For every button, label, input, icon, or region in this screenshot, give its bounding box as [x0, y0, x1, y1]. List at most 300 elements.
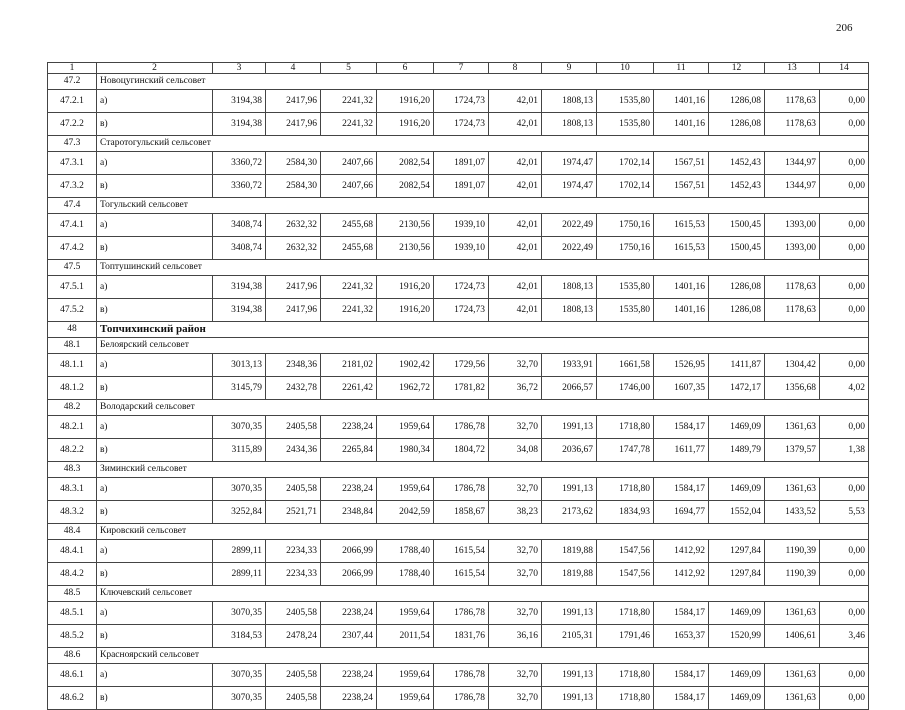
value-cell: 42,01 [489, 175, 542, 198]
value-cell: 2521,71 [266, 501, 321, 524]
row-label: Володарский сельсовет [97, 400, 869, 416]
value-cell: 2241,32 [321, 90, 377, 113]
row-code: 48.2.2 [48, 439, 97, 462]
value-cell: 2105,31 [542, 625, 597, 648]
row-label: в) [97, 175, 213, 198]
value-cell: 1584,17 [654, 687, 709, 710]
value-cell: 2405,58 [266, 602, 321, 625]
value-cell: 1379,57 [765, 439, 820, 462]
value-cell: 1500,45 [709, 214, 765, 237]
value-cell: 1611,77 [654, 439, 709, 462]
value-cell: 2234,33 [266, 563, 321, 586]
row-code: 48.3 [48, 462, 97, 478]
value-cell: 1718,80 [597, 478, 654, 501]
row-code: 48.4.1 [48, 540, 97, 563]
row-label: а) [97, 354, 213, 377]
value-cell: 3194,38 [213, 90, 266, 113]
row-label: в) [97, 687, 213, 710]
value-cell: 2584,30 [266, 175, 321, 198]
row-code: 48.4.2 [48, 563, 97, 586]
row-code: 48.1 [48, 338, 97, 354]
value-cell: 2181,02 [321, 354, 377, 377]
value-cell: 1661,58 [597, 354, 654, 377]
row-label: Зиминский сельсовет [97, 462, 869, 478]
value-cell: 1344,97 [765, 175, 820, 198]
value-cell: 1939,10 [434, 214, 489, 237]
value-cell: 2417,96 [266, 276, 321, 299]
value-cell: 3184,53 [213, 625, 266, 648]
value-cell: 3360,72 [213, 152, 266, 175]
value-cell: 1991,13 [542, 478, 597, 501]
row-label: а) [97, 214, 213, 237]
value-cell: 1959,64 [377, 602, 434, 625]
value-cell: 1718,80 [597, 416, 654, 439]
row-code: 48.5.2 [48, 625, 97, 648]
value-cell: 2238,24 [321, 478, 377, 501]
value-cell: 2405,58 [266, 664, 321, 687]
value-cell: 3070,35 [213, 664, 266, 687]
row-code: 48.6 [48, 648, 97, 664]
value-cell: 0,00 [820, 90, 869, 113]
value-cell: 0,00 [820, 664, 869, 687]
value-cell: 1991,13 [542, 602, 597, 625]
value-cell: 1469,09 [709, 416, 765, 439]
column-number-cell: 11 [654, 63, 709, 74]
value-cell: 1469,09 [709, 602, 765, 625]
row-code: 48.2 [48, 400, 97, 416]
value-cell: 1361,63 [765, 687, 820, 710]
value-cell: 0,00 [820, 354, 869, 377]
row-code: 47.2.2 [48, 113, 97, 136]
value-cell: 2307,44 [321, 625, 377, 648]
row-code: 47.5 [48, 260, 97, 276]
table-row [48, 416, 869, 439]
value-cell: 1535,80 [597, 276, 654, 299]
value-cell: 1959,64 [377, 416, 434, 439]
value-cell: 2478,24 [266, 625, 321, 648]
section-row [48, 198, 869, 214]
value-cell: 3408,74 [213, 237, 266, 260]
row-label: Тогульский сельсовет [97, 198, 869, 214]
value-cell: 1902,42 [377, 354, 434, 377]
row-label: Старотогульский сельсовет [97, 136, 869, 152]
value-cell: 2234,33 [266, 540, 321, 563]
value-cell: 1974,47 [542, 152, 597, 175]
value-cell: 1344,97 [765, 152, 820, 175]
value-cell: 1412,92 [654, 563, 709, 586]
value-cell: 1959,64 [377, 478, 434, 501]
value-cell: 1361,63 [765, 416, 820, 439]
value-cell: 1452,43 [709, 175, 765, 198]
value-cell: 1547,56 [597, 563, 654, 586]
value-cell: 1520,99 [709, 625, 765, 648]
row-code: 48.1.1 [48, 354, 97, 377]
value-cell: 1472,17 [709, 377, 765, 400]
value-cell: 2432,78 [266, 377, 321, 400]
value-cell: 1750,16 [597, 237, 654, 260]
value-cell: 1788,40 [377, 563, 434, 586]
value-cell: 1535,80 [597, 299, 654, 322]
value-cell: 1718,80 [597, 602, 654, 625]
row-code: 48 [48, 322, 97, 338]
value-cell: 42,01 [489, 113, 542, 136]
value-cell: 32,70 [489, 540, 542, 563]
value-cell: 2238,24 [321, 687, 377, 710]
value-cell: 0,00 [820, 276, 869, 299]
value-cell: 32,70 [489, 664, 542, 687]
value-cell: 2455,68 [321, 214, 377, 237]
value-cell: 2082,54 [377, 152, 434, 175]
value-cell: 2405,58 [266, 478, 321, 501]
row-label: в) [97, 563, 213, 586]
value-cell: 2407,66 [321, 175, 377, 198]
row-code: 47.3.2 [48, 175, 97, 198]
value-cell: 1547,56 [597, 540, 654, 563]
value-cell: 1401,16 [654, 299, 709, 322]
row-label: а) [97, 152, 213, 175]
value-cell: 32,70 [489, 602, 542, 625]
section-row [48, 524, 869, 540]
value-cell: 1791,46 [597, 625, 654, 648]
value-cell: 2238,24 [321, 664, 377, 687]
value-cell: 0,00 [820, 152, 869, 175]
value-cell: 1724,73 [434, 113, 489, 136]
table-row [48, 687, 869, 710]
row-label: в) [97, 113, 213, 136]
value-cell: 1808,13 [542, 299, 597, 322]
value-cell: 1615,53 [654, 237, 709, 260]
value-cell: 1304,42 [765, 354, 820, 377]
value-cell: 0,00 [820, 602, 869, 625]
value-cell: 1747,78 [597, 439, 654, 462]
value-cell: 1718,80 [597, 664, 654, 687]
value-cell: 32,70 [489, 563, 542, 586]
row-label: Белоярский сельсовет [97, 338, 869, 354]
value-cell: 1297,84 [709, 540, 765, 563]
value-cell: 1393,00 [765, 237, 820, 260]
value-cell: 32,70 [489, 354, 542, 377]
value-cell: 2066,57 [542, 377, 597, 400]
value-cell: 2417,96 [266, 90, 321, 113]
value-cell: 1750,16 [597, 214, 654, 237]
value-cell: 1552,04 [709, 501, 765, 524]
row-code: 47.4 [48, 198, 97, 214]
value-cell: 1190,39 [765, 540, 820, 563]
table-row [48, 439, 869, 462]
row-label: а) [97, 276, 213, 299]
value-cell: 1653,37 [654, 625, 709, 648]
value-cell: 1959,64 [377, 687, 434, 710]
column-number-cell: 12 [709, 63, 765, 74]
value-cell: 1959,64 [377, 664, 434, 687]
value-cell: 3070,35 [213, 416, 266, 439]
value-cell: 4,02 [820, 377, 869, 400]
value-cell: 1286,08 [709, 299, 765, 322]
value-cell: 1178,63 [765, 113, 820, 136]
value-cell: 2238,24 [321, 602, 377, 625]
value-cell: 2066,99 [321, 540, 377, 563]
table-row [48, 478, 869, 501]
value-cell: 1916,20 [377, 299, 434, 322]
value-cell: 38,23 [489, 501, 542, 524]
value-cell: 1361,63 [765, 664, 820, 687]
table-row [48, 602, 869, 625]
value-cell: 1401,16 [654, 113, 709, 136]
value-cell: 0,00 [820, 237, 869, 260]
value-cell: 1991,13 [542, 416, 597, 439]
column-number-cell: 6 [377, 63, 434, 74]
value-cell: 34,08 [489, 439, 542, 462]
column-number-cell: 5 [321, 63, 377, 74]
value-cell: 3,46 [820, 625, 869, 648]
value-cell: 1786,78 [434, 687, 489, 710]
table-row [48, 237, 869, 260]
value-cell: 2455,68 [321, 237, 377, 260]
row-label: а) [97, 540, 213, 563]
value-cell: 1411,87 [709, 354, 765, 377]
value-cell: 2899,11 [213, 540, 266, 563]
value-cell: 1916,20 [377, 276, 434, 299]
table-body [48, 63, 869, 710]
value-cell: 1584,17 [654, 602, 709, 625]
column-number-cell: 7 [434, 63, 489, 74]
value-cell: 2265,84 [321, 439, 377, 462]
value-cell: 2407,66 [321, 152, 377, 175]
value-cell: 2899,11 [213, 563, 266, 586]
value-cell: 42,01 [489, 299, 542, 322]
row-label: Кировский сельсовет [97, 524, 869, 540]
value-cell: 2417,96 [266, 299, 321, 322]
value-cell: 2417,96 [266, 113, 321, 136]
row-label: Ключевский сельсовет [97, 586, 869, 602]
row-code: 48.3.1 [48, 478, 97, 501]
value-cell: 1297,84 [709, 563, 765, 586]
row-code: 48.1.2 [48, 377, 97, 400]
row-code: 47.3.1 [48, 152, 97, 175]
value-cell: 0,00 [820, 687, 869, 710]
value-cell: 3070,35 [213, 687, 266, 710]
value-cell: 1788,40 [377, 540, 434, 563]
value-cell: 2584,30 [266, 152, 321, 175]
value-cell: 1808,13 [542, 113, 597, 136]
table-row [48, 354, 869, 377]
row-label: а) [97, 416, 213, 439]
value-cell: 1361,63 [765, 602, 820, 625]
value-cell: 2632,32 [266, 214, 321, 237]
value-cell: 1489,79 [709, 439, 765, 462]
row-label: а) [97, 664, 213, 687]
value-cell: 36,16 [489, 625, 542, 648]
table-row [48, 540, 869, 563]
value-cell: 1933,91 [542, 354, 597, 377]
value-cell: 1190,39 [765, 563, 820, 586]
value-cell: 1916,20 [377, 113, 434, 136]
value-cell: 2022,49 [542, 214, 597, 237]
value-cell: 2036,67 [542, 439, 597, 462]
value-cell: 1535,80 [597, 90, 654, 113]
column-number-row [48, 63, 869, 74]
value-cell: 1786,78 [434, 478, 489, 501]
row-label: а) [97, 478, 213, 501]
table-row [48, 299, 869, 322]
value-cell: 3013,13 [213, 354, 266, 377]
table-row [48, 113, 869, 136]
value-cell: 3194,38 [213, 276, 266, 299]
value-cell: 1804,72 [434, 439, 489, 462]
value-cell: 42,01 [489, 90, 542, 113]
value-cell: 1469,09 [709, 478, 765, 501]
value-cell: 1286,08 [709, 113, 765, 136]
value-cell: 1584,17 [654, 478, 709, 501]
value-cell: 1991,13 [542, 687, 597, 710]
value-cell: 1526,95 [654, 354, 709, 377]
row-code: 47.5.2 [48, 299, 97, 322]
value-cell: 2348,36 [266, 354, 321, 377]
table-row [48, 152, 869, 175]
value-cell: 3252,84 [213, 501, 266, 524]
value-cell: 1808,13 [542, 276, 597, 299]
value-cell: 2241,32 [321, 276, 377, 299]
section-row [48, 74, 869, 90]
value-cell: 1361,63 [765, 478, 820, 501]
section-row [48, 136, 869, 152]
row-label: Топтушинский сельсовет [97, 260, 869, 276]
value-cell: 36,72 [489, 377, 542, 400]
value-cell: 2130,56 [377, 237, 434, 260]
table-row [48, 214, 869, 237]
value-cell: 3194,38 [213, 113, 266, 136]
value-cell: 3115,89 [213, 439, 266, 462]
value-cell: 1406,61 [765, 625, 820, 648]
row-code: 48.5.1 [48, 602, 97, 625]
table-row [48, 625, 869, 648]
value-cell: 0,00 [820, 416, 869, 439]
row-label: в) [97, 377, 213, 400]
table-row [48, 276, 869, 299]
value-cell: 42,01 [489, 152, 542, 175]
value-cell: 3408,74 [213, 214, 266, 237]
row-code: 48.3.2 [48, 501, 97, 524]
row-code: 48.6.2 [48, 687, 97, 710]
column-number-cell: 3 [213, 63, 266, 74]
value-cell: 1178,63 [765, 276, 820, 299]
section-row [48, 462, 869, 478]
page-number: 206 [836, 22, 853, 34]
value-cell: 42,01 [489, 276, 542, 299]
value-cell: 0,00 [820, 113, 869, 136]
section-row [48, 260, 869, 276]
value-cell: 1401,16 [654, 276, 709, 299]
value-cell: 2261,42 [321, 377, 377, 400]
row-label: Топчихинский район [97, 322, 869, 338]
value-cell: 0,00 [820, 175, 869, 198]
value-cell: 2022,49 [542, 237, 597, 260]
value-cell: 1452,43 [709, 152, 765, 175]
value-cell: 1991,13 [542, 664, 597, 687]
value-cell: 1729,56 [434, 354, 489, 377]
row-label: в) [97, 237, 213, 260]
value-cell: 1980,34 [377, 439, 434, 462]
section-row [48, 586, 869, 602]
value-cell: 1356,68 [765, 377, 820, 400]
value-cell: 3194,38 [213, 299, 266, 322]
value-cell: 1718,80 [597, 687, 654, 710]
row-code: 48.6.1 [48, 664, 97, 687]
value-cell: 2082,54 [377, 175, 434, 198]
table-row [48, 563, 869, 586]
value-cell: 1834,93 [597, 501, 654, 524]
value-cell: 2405,58 [266, 687, 321, 710]
row-code: 47.4.2 [48, 237, 97, 260]
table-row [48, 377, 869, 400]
value-cell: 0,00 [820, 540, 869, 563]
column-number-cell: 8 [489, 63, 542, 74]
value-cell: 1469,09 [709, 664, 765, 687]
row-label: в) [97, 501, 213, 524]
row-code: 47.4.1 [48, 214, 97, 237]
value-cell: 1962,72 [377, 377, 434, 400]
value-cell: 1615,54 [434, 563, 489, 586]
value-cell: 1974,47 [542, 175, 597, 198]
value-cell: 1819,88 [542, 540, 597, 563]
table-row [48, 90, 869, 113]
section-row [48, 338, 869, 354]
row-code: 48.2.1 [48, 416, 97, 439]
value-cell: 1891,07 [434, 152, 489, 175]
table-row [48, 664, 869, 687]
value-cell: 2434,36 [266, 439, 321, 462]
value-cell: 1694,77 [654, 501, 709, 524]
value-cell: 1584,17 [654, 416, 709, 439]
value-cell: 1178,63 [765, 299, 820, 322]
value-cell: 1607,35 [654, 377, 709, 400]
column-number-cell: 13 [765, 63, 820, 74]
column-number-cell: 1 [48, 63, 97, 74]
value-cell: 2011,54 [377, 625, 434, 648]
value-cell: 1567,51 [654, 152, 709, 175]
value-cell: 42,01 [489, 214, 542, 237]
value-cell: 2130,56 [377, 214, 434, 237]
row-code: 47.3 [48, 136, 97, 152]
row-label: в) [97, 299, 213, 322]
value-cell: 1702,14 [597, 152, 654, 175]
value-cell: 1858,67 [434, 501, 489, 524]
value-cell: 32,70 [489, 687, 542, 710]
value-cell: 2238,24 [321, 416, 377, 439]
value-cell: 2405,58 [266, 416, 321, 439]
value-cell: 1746,00 [597, 377, 654, 400]
value-cell: 1500,45 [709, 237, 765, 260]
value-cell: 2066,99 [321, 563, 377, 586]
value-cell: 5,53 [820, 501, 869, 524]
value-cell: 1412,92 [654, 540, 709, 563]
table-row [48, 501, 869, 524]
row-label: в) [97, 439, 213, 462]
value-cell: 0,00 [820, 299, 869, 322]
value-cell: 1786,78 [434, 416, 489, 439]
row-code: 48.5 [48, 586, 97, 602]
value-cell: 1724,73 [434, 299, 489, 322]
value-cell: 0,00 [820, 214, 869, 237]
value-cell: 3360,72 [213, 175, 266, 198]
section-row [48, 400, 869, 416]
row-label: а) [97, 90, 213, 113]
table-row [48, 175, 869, 198]
district-row [48, 322, 869, 338]
value-cell: 1286,08 [709, 90, 765, 113]
value-cell: 1781,82 [434, 377, 489, 400]
value-cell: 1567,51 [654, 175, 709, 198]
